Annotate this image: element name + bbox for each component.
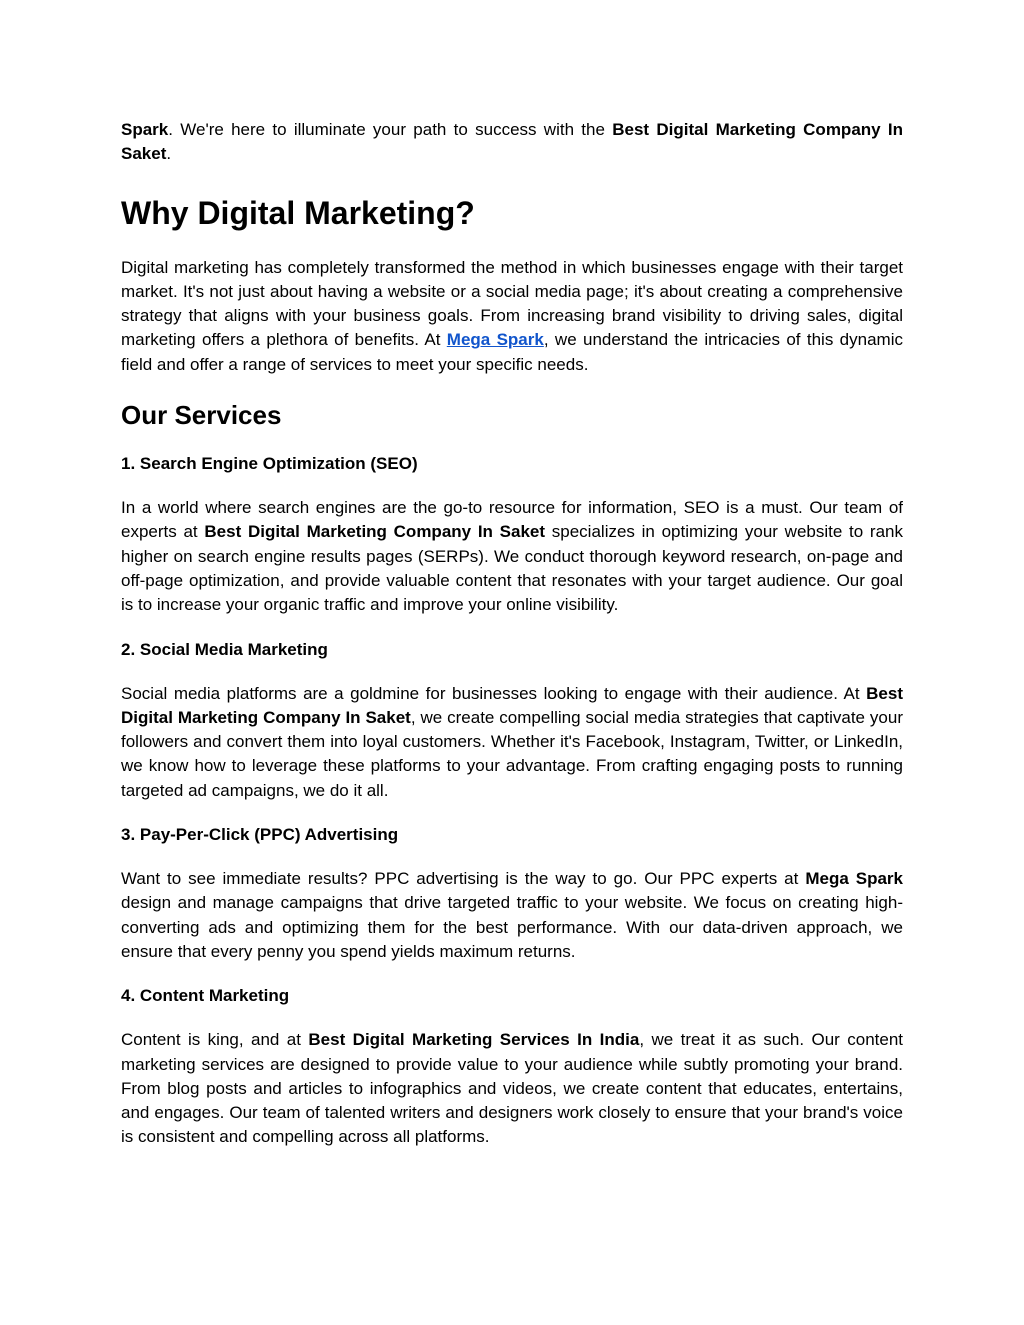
why-text-1: Digital marketing has completely transformed the method in which businesses engage with their target market. It's not just about having a website or a social media page; it's about creating a comprehensive strategy that aligns with your business goals. From increasing brand visibility to driving sales, digital marketing offers a plethora of benefits. At: [121, 257, 903, 350]
content-text-1: Content is king, and at: [121, 1030, 309, 1050]
document-page: [121, 118, 903, 1150]
why-text-2: , we understand the intricacies of this dynamic field and offer a range of services to meet your specific needs.: [121, 330, 903, 374]
mega-spark-link[interactable]: Mega Spark: [446, 330, 544, 350]
seo-paragraph: [121, 496, 903, 617]
intro-keyword-bold: Best Digital Marketing Company In Saket: [121, 120, 904, 164]
seo-title: 1. Search Engine Optimization (SEO): [121, 454, 418, 474]
why-paragraph: [121, 256, 903, 377]
smm-title: 2. Social Media Marketing: [121, 639, 328, 659]
content-paragraph: [121, 1028, 903, 1149]
smm-text-2: , we create compelling social media strategies that captivate your followers and convert them into loyal customers. Whether it's Facebook, Instagram, Twitter, or LinkedIn, we know how to leverage these platforms to your advantage. From crafting engaging posts to running targeted ad campaigns, we do it all.: [121, 707, 903, 800]
content-title: 4. Content Marketing: [121, 986, 290, 1006]
smm-keyword-bold: Best Digital Marketing Company In Saket: [121, 683, 903, 727]
intro-brand-bold: Spark: [121, 120, 169, 139]
seo-keyword-bold: Best Digital Marketing Company In Saket: [204, 522, 546, 542]
ppc-text-1: Want to see immediate results? PPC advertising is the way to go. Our PPC experts at: [121, 869, 806, 889]
smm-paragraph: [121, 682, 903, 803]
ppc-title: 3. Pay-Per-Click (PPC) Advertising: [121, 825, 399, 845]
ppc-paragraph: [121, 867, 903, 964]
services-heading: Our Services: [121, 400, 282, 431]
intro-period: .: [166, 144, 172, 164]
ppc-text-2: design and manage campaigns that drive targeted traffic to your website. We focus on creating high-converting ads and optimizing them for the best performance. With our data-driven approach, we ensure that every penny you spend yields maximum returns.: [121, 893, 903, 961]
intro-text: . We're here to illuminate your path to success with the: [168, 120, 613, 139]
seo-text-1: In a world where search engines are the go-to resource for information, SEO is a must. Our team of experts at: [121, 498, 903, 542]
why-heading: Why Digital Marketing?: [121, 194, 475, 231]
seo-text-2: specializes in optimizing your website to rank higher on search engine results pages (SERPs). We conduct thorough keyword research, on-page and off-page optimization, and provide valuable content that resonates with your target audience. Our goal is to increase your organic traffic and improve your online visibility.: [121, 522, 904, 615]
content-keyword-bold: Best Digital Marketing Services In India: [308, 1030, 640, 1050]
intro-paragraph: [121, 118, 903, 167]
smm-text-1: Social media platforms are a goldmine for businesses looking to engage with their audience. At: [121, 683, 867, 703]
content-text-2: , we treat it as such. Our content marketing services are designed to provide value to your audience while subtly promoting your brand. From blog posts and articles to infographics and videos, we create content that educates, entertains, and engages. Our team of talented writers and designers work closely to ensure that your brand's voice is consistent and compelling across all platforms.: [121, 1030, 903, 1147]
ppc-brand-bold: Mega Spark: [805, 869, 903, 889]
